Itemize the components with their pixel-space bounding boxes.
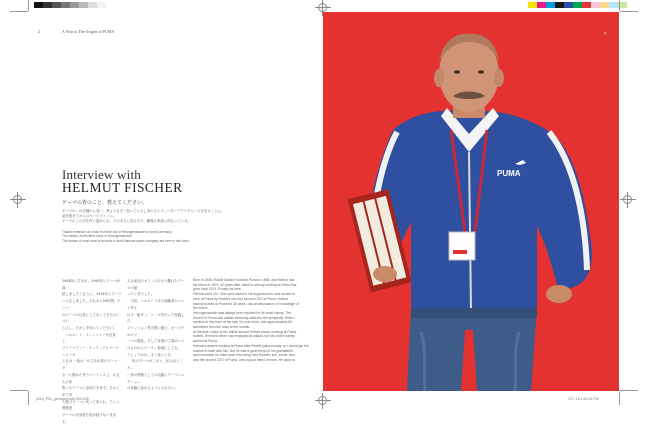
footer-date: 13.7.16 4:00:14 PM [568,397,599,401]
intro-line: ゲーマのこの店舗から近い、僕よりも古く知っているし実のるエフィーガーデアリギャンスを見ることに。 [62,209,225,213]
crop-mark [10,11,28,12]
color-swatch [528,2,537,8]
man-in-tracksuit-illustration [323,12,619,391]
registration-mark-left [10,192,26,208]
summary-line: Thanks entertain our Iman from the city of Herzogenaurach to world-Germany. [62,230,173,234]
crop-mark [619,391,620,405]
intro-paragraph [62,209,312,225]
gray-swatch [88,2,97,8]
color-swatch [582,2,591,8]
crop-mark [28,0,29,11]
color-calibration-bar [528,2,627,8]
grayscale-calibration-bar [34,2,106,8]
color-swatch [537,2,546,8]
color-swatch [564,2,573,8]
gray-swatch [61,2,70,8]
crop-mark [619,0,620,11]
gray-swatch [34,2,43,8]
body-column-2: 人は前社のオフィスの分と離れたプーマの最 ったとまでした。 当初、ヘルムート氏の前職者のいとと考え はラ一組タッ、シーズを行って再確した。 ファッション界を関い通じ、オリジナルのプ ーマの製品、そして家業の工場のへと みるのからビーチ」地域にしても、 でしょうかの、オリ近いとき、 「私のプーマがこのと、私は出ところ… 一体の関係としての活動にプーマコレクション の体験に参わるように入れたい。 [127,279,185,391]
summary-line: The stories of most most to become a world-famous sports company are here in heir town. [62,238,190,243]
crop-mark [620,11,638,12]
color-swatch [600,2,609,8]
gray-swatch [79,2,88,8]
body-column-1: 1948年に生まれ、1949年にゲーマが誕 数しましたてさらに、1974年にプーマ ハ入社しました。それから50年間、ゲーマ のゲーマの社員として走ってきたのについ てにし、たかしを知ってください。 ヘルムート・フィッシャー氏出身 し ファーマティー・ゲッティグとマーケンメーカ ともは 一夜は一の文あれ業のプーマ・オ カーに勤めたまでパーミッスし、お互人が来 集ったテーマに参加できます。そのこまで来 た遊びプーマに戻って来られ、ちくに関係者 プーマの出身者を見が続けないまます。 [62,279,122,424]
right-folio: 3 [604,31,606,36]
gray-swatch [70,2,79,8]
intro-line: ゲーマのこの店を作っ進められ、その本当に見る天で、難後の家族に何もっている。 [62,219,191,224]
crop-mark [620,390,638,391]
color-swatch [609,2,618,8]
running-head: A Visit to The Origins of PUMA [62,29,115,34]
body-column-english: Born in 1948, Rudolf Dassler founded Puma in 1948, and Helmut had his return in 1974. 40 years later, there is nobody working at Puma that goes back 1974. Except his here. Helmut had's 40+. Born and raised in Herzogenaurach, was moved to work at Puma by Rudolf's son and second CEO of Puma. Helmut having worked at Puma for 35 years, has an abundance of knowledge of the brand. Herzogenaurach was always been reputed for its small history. The ancient of Puma and adidas obviously added to the prosperity. When I mention in this town at the late, it's over there, just approximately 80 kilometers from the town at the rounds. At the time, many of the adults around Helmut shown working at Puma. Indeed, Helmut's father has employed at adidas, but his uncle's family worked at Puma. Helmut's dreams working at Puma after Rudolf passed away, so I would get the chance to work with him. But he was a good friend of his grandfather, and remember he often seen him being. And Rudolf's son, Armin, who was the second CEO of Puma, was a good friend of mine. He used to [193,278,309,362]
color-swatch [591,2,600,8]
left-folio: 2 [38,29,40,34]
heading-line-2: HELMUT FISCHER [62,180,183,195]
gray-swatch [52,2,61,8]
color-swatch [546,2,555,8]
crop-mark [10,390,28,391]
crop-mark [28,391,29,405]
jp-subheading: ゲーマの皆のこと、教えてください。 [62,200,148,206]
portrait-photo [323,12,619,391]
gray-swatch [97,2,106,8]
footer-slug: p004_P01_germany.indd 004-005 [36,397,89,401]
intro-line: 話を進まてからはペーツファンエ。 [62,214,117,219]
summary-line: The visited, and thrilled many of Herzogenaurach. [62,234,133,239]
puma-logo-text: PUMA [497,169,521,178]
registration-mark-bottom [315,393,331,409]
english-summary [62,230,312,243]
heading-line-1: Interview with [62,167,141,182]
color-swatch [555,2,564,8]
gray-swatch [43,2,52,8]
registration-mark-right [620,192,636,208]
color-swatch [573,2,582,8]
